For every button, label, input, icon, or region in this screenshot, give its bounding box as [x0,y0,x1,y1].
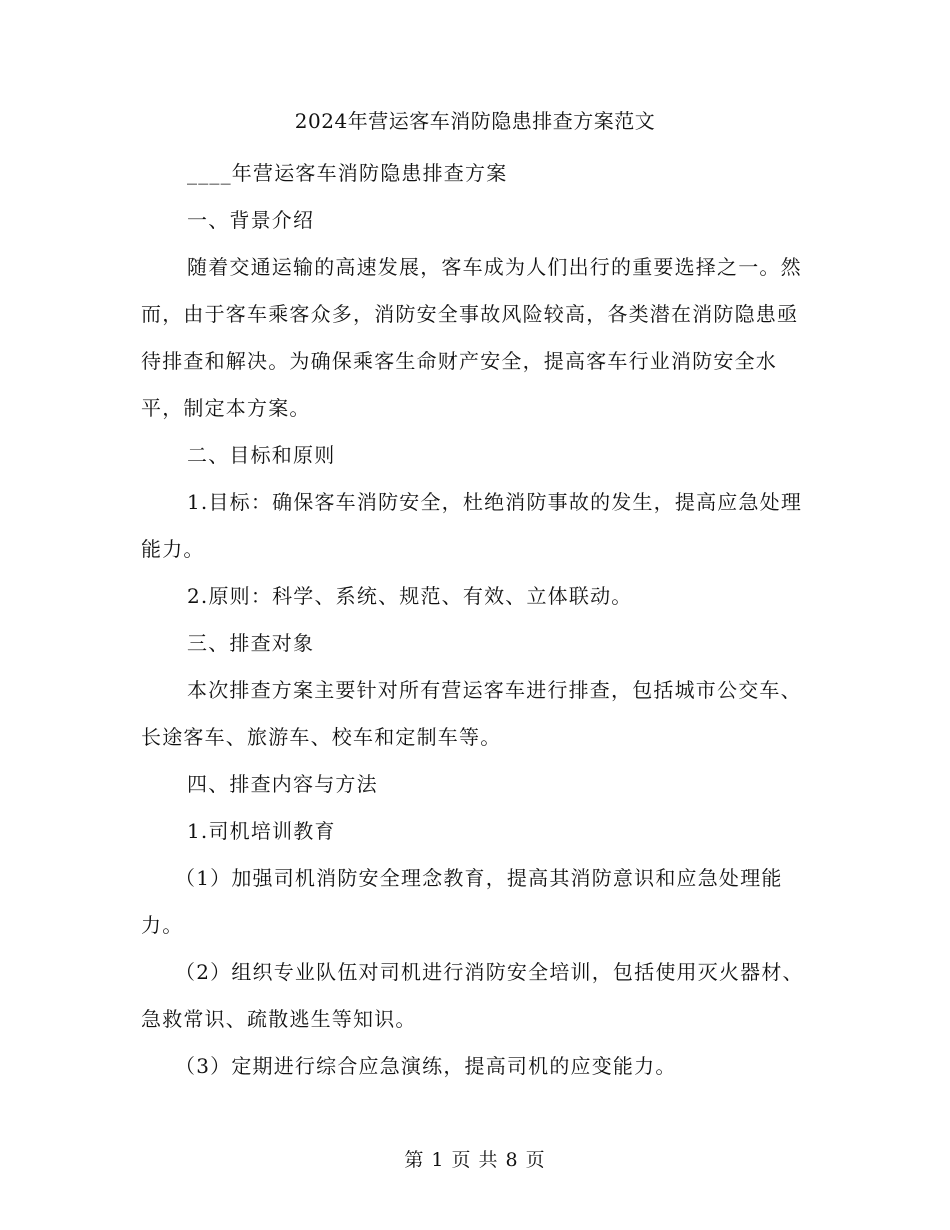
document-title: 2024年营运客车消防隐患排查方案范文 [294,109,656,133]
paragraph-goal: 1.目标：确保客车消防安全，杜绝消防事故的发生，提高应急处理能力。 [141,490,803,561]
list-item-1: （1）加强司机消防安全理念教育，提高其消防意识和应急处理能力。 [141,866,783,937]
list-item-3: （3）定期进行综合应急演练，提高司机的应变能力。 [175,1054,677,1078]
list-item-2: （2）组织专业队伍对司机进行消防安全培训，包括使用灭火器材、急救常识、疏散逃生等知识。 [141,960,804,1031]
section-heading-content-methods: 四、排查内容与方法 [187,772,378,796]
paragraph-plan-heading: ____年营运客车消防隐患排查方案 [187,161,508,185]
document-body [141,150,811,1090]
paragraph-principle: 2.原则：科学、系统、规范、有效、立体联动。 [187,584,633,608]
section-heading-targets: 三、排查对象 [187,631,315,655]
paragraph-targets: 本次排查方案主要针对所有营运客车进行排查，包括城市公交车、长途客车、旅游车、校车和定制车等。 [141,678,802,749]
subheading-driver-training: 1.司机培训教育 [187,819,336,843]
paragraph-background: 随着交通运输的高速发展，客车成为人们出行的重要选择之一。然而，由于客车乘客众多，消防安全事故风险较高，各类潜在消防隐患亟待排查和解决。为确保乘客生命财产安全，提高客车行业消防安全水平，制定本方案。 [141,255,802,420]
section-heading-goals: 二、目标和原则 [187,443,336,467]
page-number-footer: 第 1 页 共 8 页 [404,1149,546,1171]
section-heading-background: 一、背景介绍 [187,208,315,232]
